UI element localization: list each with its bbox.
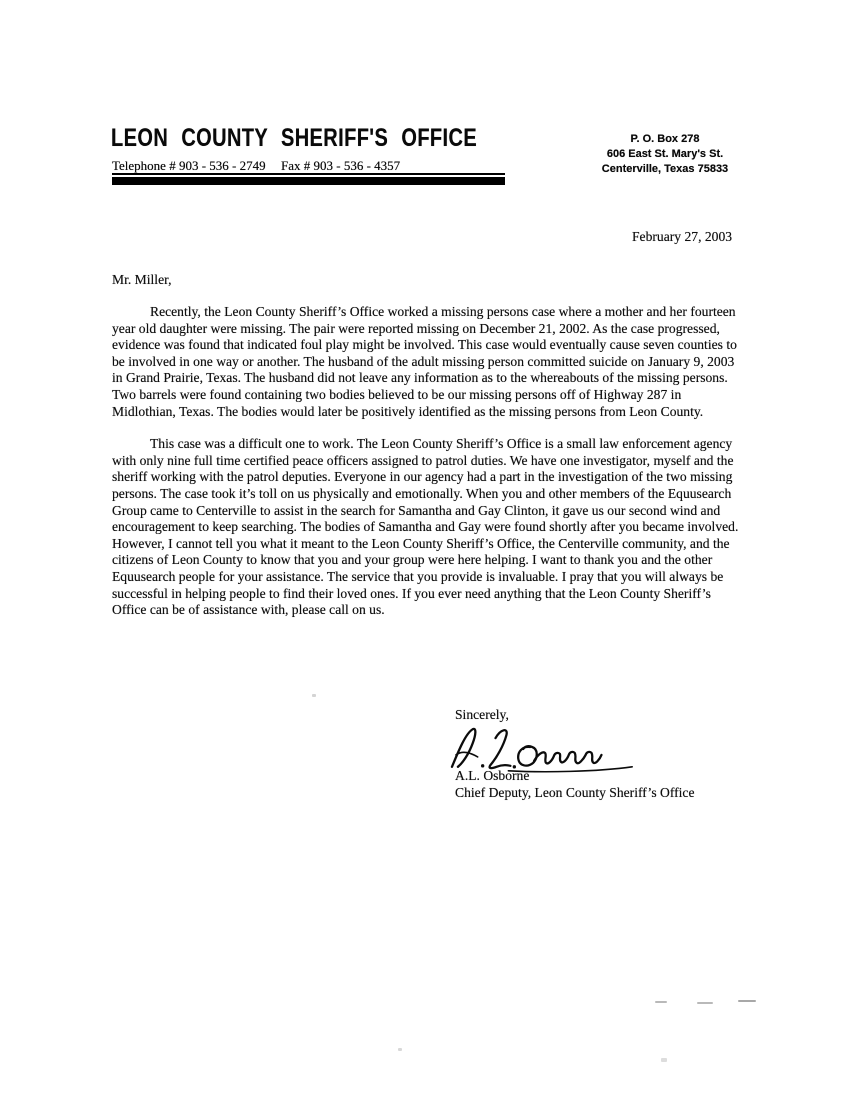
scan-artifact — [312, 694, 316, 697]
scan-artifact — [661, 1058, 667, 1062]
address-line-po-box: P. O. Box 278 — [630, 133, 700, 145]
letterhead-title: LEON COUNTY SHERIFF'S OFFICE — [111, 124, 478, 152]
letterhead-address-block — [585, 132, 745, 177]
scan-artifact — [655, 1001, 667, 1003]
letterhead-rule-thin — [112, 173, 505, 175]
letterhead-contact-row — [112, 158, 505, 174]
scan-artifact — [697, 1002, 713, 1004]
letter-date: February 27, 2003 — [632, 229, 733, 244]
scan-artifact — [398, 1048, 402, 1051]
letter-salutation: Mr. Miller, — [112, 272, 172, 287]
signer-name: A.L. Osborne — [455, 768, 530, 783]
letter-body — [112, 304, 744, 635]
address-line-city: Centerville, Texas 75833 — [601, 163, 729, 175]
letterhead-fax: Fax # 903 - 536 - 4357 — [281, 158, 401, 173]
letterhead-rule-thick — [112, 177, 505, 185]
signer-title: Chief Deputy, Leon County Sheriff’s Office — [455, 785, 695, 800]
letter-paragraph-2: This case was a difficult one to work. The Leon County Sheriff’s Office is a small law enforcement agency with only nine full time certified peace officers assigned to patrol duties. We have one investigator, myself and the sheriff working with the patrol deputies. Everyone in our agency had a part in the investigation of the two missing persons. The case took it’s toll on us physically and emotionally. When you and other members of the Equusearch Group came to Centerville to assist in the search for Samantha and Gay Clinton, it gave us our second wind and encouragement to keep searching. The bodies of Samantha and Gay were found shortly after you became involved. However, I cannot tell you what it meant to the Leon County Sheriff’s Office, the Centerville community, and the citizens of Leon County to know that you and your group were here helping. I want to thank you and the other Equusearch people for your assistance. The service that you provide is invaluable. I pray that you will always be successful in helping people to find their loved ones. If you ever need anything that the Leon County Sheriff’s Office can be of assistance with, please call on us. — [112, 436, 739, 618]
letter-paragraph-1: Recently, the Leon County Sheriff’s Office worked a missing persons case where a mother and her fourteen year old daughter were missing. The pair were reported missing on December 21, 2002. As the case progressed, evidence was found that indicated foul play might be involved. This case would eventually cause seven counties to be involved in one way or another. The husband of the adult missing person committed suicide on January 9, 2003 in Grand Prairie, Texas. The husband did not leave any information as to the whereabouts of the missing persons. Two barrels were found containing two bodies believed to be our missing persons off of Highway 287 in Midlothian, Texas. The bodies would later be positively identified as the missing persons from Leon County. — [112, 304, 737, 419]
letterhead-telephone: Telephone # 903 - 536 - 2749 — [112, 158, 266, 173]
letter-closing: Sincerely, — [455, 707, 509, 722]
scan-artifact — [738, 1000, 756, 1002]
address-line-street: 606 East St. Mary's St. — [606, 148, 724, 160]
